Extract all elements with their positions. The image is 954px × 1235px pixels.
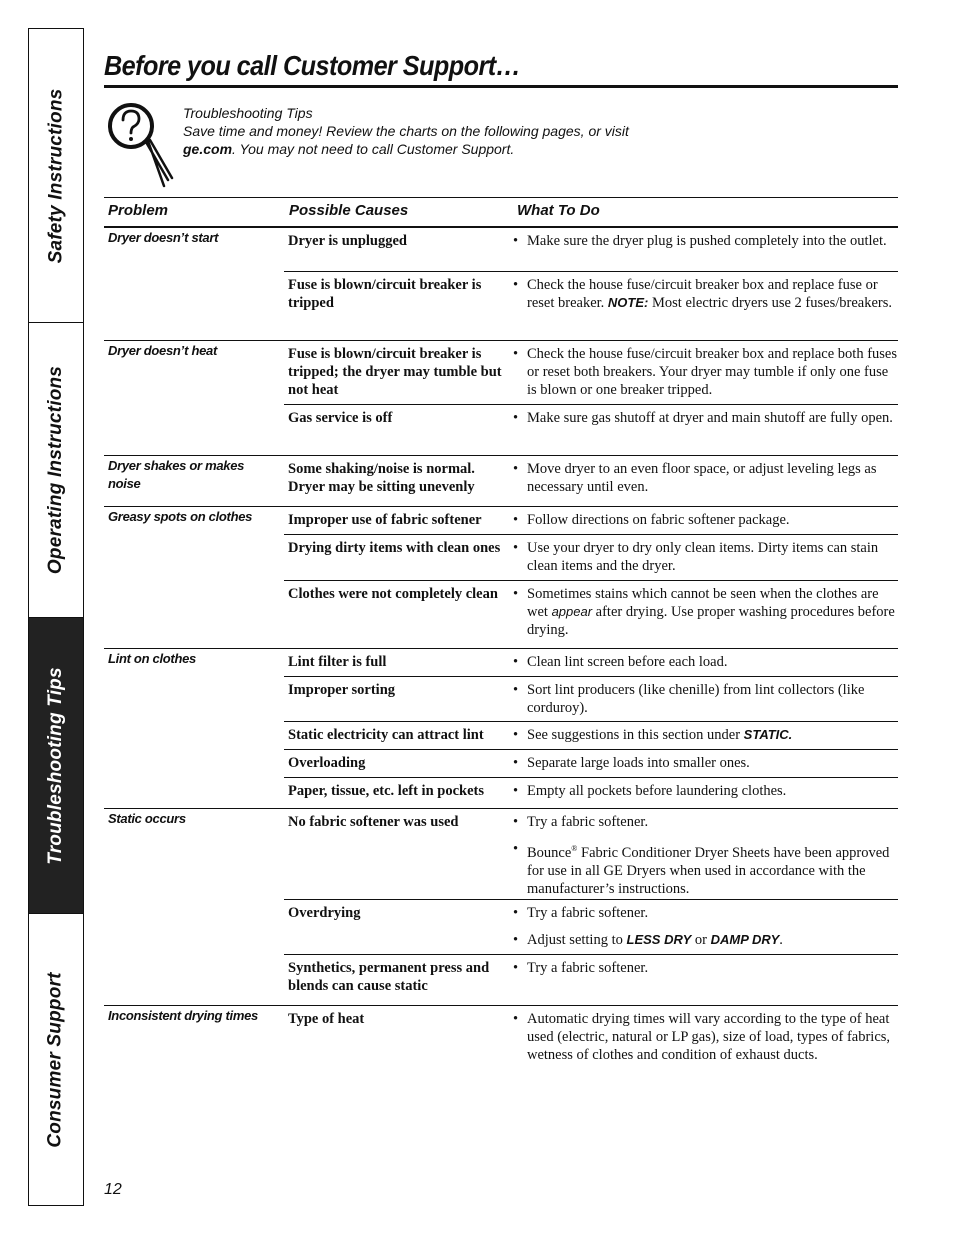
action-text: or [691,932,711,948]
action-item [513,232,898,250]
problem-label: Greasy spots on clothes [108,509,253,524]
table-row [284,677,898,722]
side-tabs [28,28,84,1206]
table-row [284,456,898,507]
what-to-do [513,782,898,809]
action-text: Separate large loads into smaller ones. [527,755,750,771]
action-item [513,1010,898,1064]
title-rule [104,85,898,88]
table-row [284,900,898,955]
intro-heading: Troubleshooting Tips [183,105,313,121]
action-text: Most electric dryers use 2 fuses/breakers. [648,295,892,311]
table-row [284,581,898,649]
action-item [513,782,898,800]
action-text: Move dryer to an even floor space, or adjust leveling legs as necessary until even. [527,461,877,495]
what-to-do [513,345,898,408]
intro-text [183,104,743,158]
action-item [513,276,898,312]
header-problem: Problem [108,202,169,219]
tab-troubleshooting-tips[interactable] [29,618,83,914]
table-row [284,228,898,272]
table-row [284,750,898,778]
possible-cause: No fabric softener was used [288,814,459,830]
problem-label: Dryer doesn’t heat [108,343,217,358]
action-text: Bounce [527,844,572,861]
possible-cause: Drying dirty items with clean ones [288,540,501,556]
tab-operating-instructions[interactable] [29,323,83,618]
possible-cause: Type of heat [288,1011,365,1027]
action-item [513,460,898,496]
action-text: Try a fabric softener. [527,814,649,830]
action-text: Check the house fuse/circuit breaker box and replace fuse or reset breaker. [527,277,878,311]
emphasis-text: ® [571,844,578,853]
action-text: Make sure gas shutoff at dryer and main shutoff are fully open. [527,410,893,426]
tab-consumer-support[interactable] [29,914,83,1205]
what-to-do [513,904,898,958]
possible-cause: Synthetics, permanent press and blends can cause static [288,960,490,994]
problem-label: Dryer doesn’t start [108,230,219,245]
tab-label: Operating Instructions [45,365,67,575]
action-text: Try a fabric softener. [527,905,649,921]
possible-cause: Fuse is blown/circuit breaker is tripped; the dryer may tumble but not heat [288,346,502,398]
problem-label: Lint on clothes [108,651,196,666]
action-item [513,931,898,949]
action-text: . [779,932,783,948]
problem-label: Inconsistent drying times [108,1008,258,1023]
action-item [513,904,898,922]
what-to-do [513,276,898,321]
what-to-do [513,959,898,986]
table-row [284,809,898,900]
possible-cause: Gas service is off [288,410,393,426]
emphasis-text: LESS DRY [626,932,692,947]
action-text: Fabric Conditioner Dryer Sheets have been approved for use in all GE Dryers when used in accordance with the manufacturer’s instructions. [527,844,890,897]
possible-cause: Paper, tissue, etc. left in pockets [288,783,484,799]
tab-label: Consumer Support [45,971,67,1148]
possible-cause: Fuse is blown/circuit breaker is tripped [288,277,482,311]
action-item [513,959,898,977]
tab-label: Safety Instructions [45,88,66,263]
possible-cause: Improper sorting [288,682,396,698]
problem-label: Dryer shakes or makes noise [108,458,245,491]
table-row [284,1006,898,1106]
table-row [284,272,898,341]
table-row [284,507,898,535]
emphasis-text: NOTE: [607,295,649,310]
action-text: Check the house fuse/circuit breaker box and replace both fuses or reset both breakers. Your dryer may tumble if only one fuse is blown or one breaker tripped. [527,346,898,398]
action-item [513,840,898,898]
possible-cause: Some shaking/noise is normal. Dryer may be sitting unevenly [288,461,475,495]
table-header [104,198,898,227]
table-row [284,722,898,750]
what-to-do [513,232,898,259]
tab-label: Troubleshooting Tips [45,666,66,865]
possible-cause: Clothes were not completely clean [288,586,498,602]
header-possible-causes: Possible Causes [289,202,409,219]
action-text: Follow directions on fabric softener package. [527,512,790,528]
action-text: Sort lint producers (like chenille) from lint collectors (like corduroy). [527,682,865,716]
emphasis-text: STATIC. [743,727,793,742]
table-row [284,405,898,456]
page-title: Before you call Customer Support… [104,50,521,81]
action-text: Make sure the dryer plug is pushed completely into the outlet. [527,233,887,249]
intro-line-2-rest: . You may not need to call Customer Support. [232,141,515,157]
tab-safety-instructions[interactable] [29,29,83,323]
action-text: Adjust setting to [527,932,627,948]
possible-cause: Dryer is unplugged [288,233,407,249]
table-row [284,341,898,405]
possible-cause: Improper use of fabric softener [288,512,482,528]
emphasis-text: DAMP DRY [710,932,780,947]
what-to-do [513,681,898,726]
possible-cause: Lint filter is full [288,654,387,670]
action-item [513,585,898,639]
possible-cause: Overloading [288,755,366,771]
action-item [513,726,898,744]
question-mark-magnifier-icon [104,100,174,190]
action-item [513,539,898,575]
what-to-do [513,409,898,436]
action-item [513,511,898,529]
intro-line-1: Save time and money! Review the charts on the following pages, or visit [183,123,629,139]
action-text: Clean lint screen before each load. [527,654,728,670]
action-text: Try a fabric softener. [527,960,649,976]
table-row [284,778,898,810]
table-row [284,955,898,1005]
action-text: Empty all pockets before laundering clothes. [527,783,787,799]
problem-label: Static occurs [108,811,186,826]
page-number: 12 [104,1181,122,1198]
what-to-do [513,813,898,907]
table-row [284,649,898,677]
what-to-do [513,460,898,505]
action-item [513,653,898,671]
action-text: See suggestions in this section under [527,727,744,743]
emphasis-text: appear [551,604,593,619]
action-item [513,681,898,717]
possible-cause: Overdrying [288,905,361,921]
what-to-do [513,1010,898,1073]
action-text: Use your dryer to dry only clean items. Dirty items can stain clean items and the dryer. [527,540,879,574]
action-item [513,813,898,831]
action-text: Automatic drying times will vary according to the type of heat used (electric, natural or LP gas), size of load, types of fabrics, wetness of clothes and condition of exhaust ducts. [527,1011,891,1063]
ge-link[interactable]: ge.com [183,141,233,157]
action-item [513,409,898,427]
header-what-to-do: What To Do [517,202,600,219]
action-text: Sometimes stains which cannot be seen when the clothes are wet [527,586,879,620]
action-item [513,345,898,399]
action-item [513,754,898,772]
action-text: after drying. Use proper washing procedures before drying. [527,604,895,638]
what-to-do [513,585,898,648]
table-row [284,535,898,581]
what-to-do [513,539,898,584]
intro-line-2 [183,140,743,158]
possible-cause: Static electricity can attract lint [288,727,484,743]
